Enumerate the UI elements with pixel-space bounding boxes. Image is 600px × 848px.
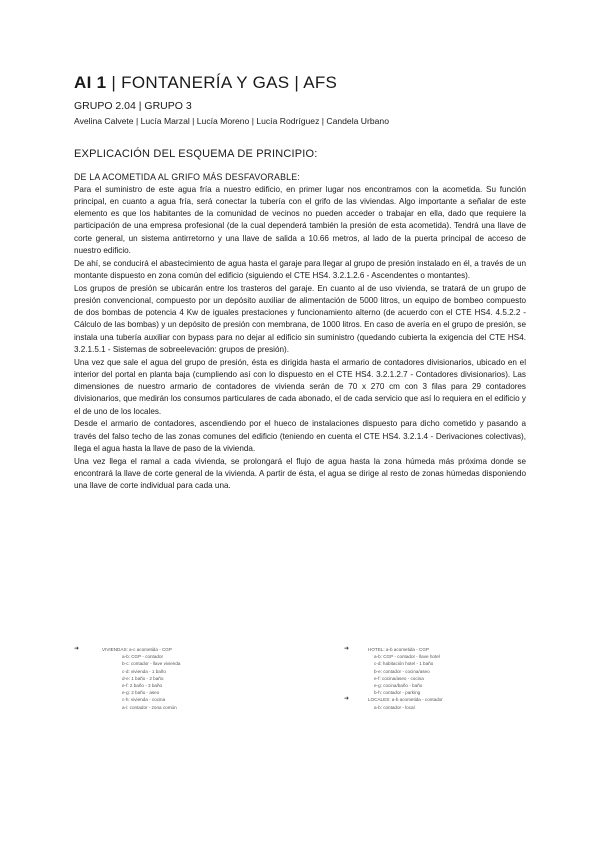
paragraph-garaje: De ahí, se conducirá el abastecimiento de agua hasta el garaje para llegar al grupo de presión instalado en él, a través de un montante dispuesto en zona común del edificio (siguiendo el CTE HS4. 3.2.1.2.6 - Ascendentes o montantes). — [74, 258, 526, 280]
paragraph-acometida: Para el suministro de este agua fría a nuestro edificio, en primer lugar nos encontramos con la acometida. Su función principal, en cuanto a agua fría, será conectar la tubería con el grifo de las viviendas. Algo importante a señalar de este elemento es que los habitantes de la comunidad de vecinos no pueden acceder o trabajar en ella, dado que requiere la participación de una empresa profesional (de la cual dependerá también la presión de esta acometida). Tendrá una llave de corte general, un sistema antirretorno y una llave de salida a 10.66 metros, al lado de la puerta principal de acceso de nuestro edificio. — [74, 184, 526, 255]
authors-line: Avelina Calvete | Lucía Marzal | Lucía Moreno | Lucía Rodríguez | Candela Urbano — [74, 116, 389, 126]
section-title: EXPLICACIÓN DEL ESQUEMA DE PRINCIPIO: — [74, 148, 318, 160]
group-label: GRUPO 2.04 | GRUPO 3 — [74, 100, 192, 112]
diagram-legend: ➜ VIVIENDAS: a-c acometida - CGP a-b: CGP - contador b-c: contador - llave vivienda c-d: vivienda - 1 baño d-e: 1 baño - 2 baño e-f: 2 baño - 3 baño e-g: 2 baño - aseo c-h: vivienda - cocina a-i: contador - zona común ➜ HOTEL: a-b acometida - CGP a-b: CGP - contador - llave hotel c-d: habitación hotel - 1 baño b-e: contador - cocina/aseo e-f: cocina/aseo - cocina e-g: cocina/baño - baño b-h: contador - parking ➜ LOCALES: a-b acometida - contador a-b: contador - local — [74, 646, 443, 710]
paragraph-derivaciones: Desde el armario de contadores, ascendiendo por el hueco de instalaciones dispuesto para dicho cometido y pasando a través del falso techo de las zonas comunes del edificio (teniendo en cuenta el CTE HS4. 3.2.1.4 - Derivaciones colectivas), llega el agua hasta la llave de paso de la vivienda. — [74, 419, 526, 453]
document-page — [74, 72, 526, 492]
arrow-icon: ➜ — [74, 646, 80, 652]
arrow-icon: ➜ — [344, 646, 350, 652]
arrow-icon: ➜ — [344, 696, 350, 703]
paragraph-grupo-presion: Los grupos de presión se ubicarán entre los trasteros del garaje. En cuanto al de uso vivienda, se tratará de un grupo de presión convencional, compuesto por un depósito auxiliar de alimentación de 5000 litros, un equipo de bombeo compuesto de dos bombas de potencia 4 Kw de iguales prestaciones y funcionamiento alterno (de acuerdo con el CTE HS4. 4.5.2.2 - Cálculo de las bombas) y un depósito de presión con membrana, de 1000 litros. En caso de avería en el grupo de presión, se instala una tubería auxiliar con bypass para no dejar al edificio sin suministro (quedando cubierta la exigencia del CTE HS4. 3.2.1.5.1 - Sistemas de sobreelevación: grupos de presión). — [74, 283, 526, 354]
paragraph-contadores: Una vez que sale el agua del grupo de presión, ésta es dirigida hasta el armario de contadores divisionarios, ubicado en el interior del portal en planta baja (cumpliendo así con lo dispuesto en el CTE HS4. 3.2.1.2.7 - Contadores divisionarios). Las dimensiones de nuestro armario de contadores de vivienda serán de 70 x 270 cm con 3 filas para 29 contadores divisionarios, que medirán los consumos particulares de cada abonado, el de cada servicio que así lo requiera en el edificio y el de uno de los locales. — [74, 357, 526, 416]
paragraph-ramal: Una vez llega el ramal a cada vivienda, se prolongará el flujo de agua hasta la zona húmeda más próxima donde se encontrará la llave de corte general de la vivienda. A partir de ésta, el agua se dirige al resto de zonas húmedas disponiendo una llave de corte individual para cada una. — [74, 456, 526, 490]
subsection-title: DE LA ACOMETIDA AL GRIFO MÁS DESFAVORABLE: — [74, 172, 300, 182]
page-title — [74, 72, 526, 94]
course-title: | FONTANERÍA Y GAS | AFS — [106, 73, 338, 92]
course-code: AI 1 — [74, 73, 107, 92]
